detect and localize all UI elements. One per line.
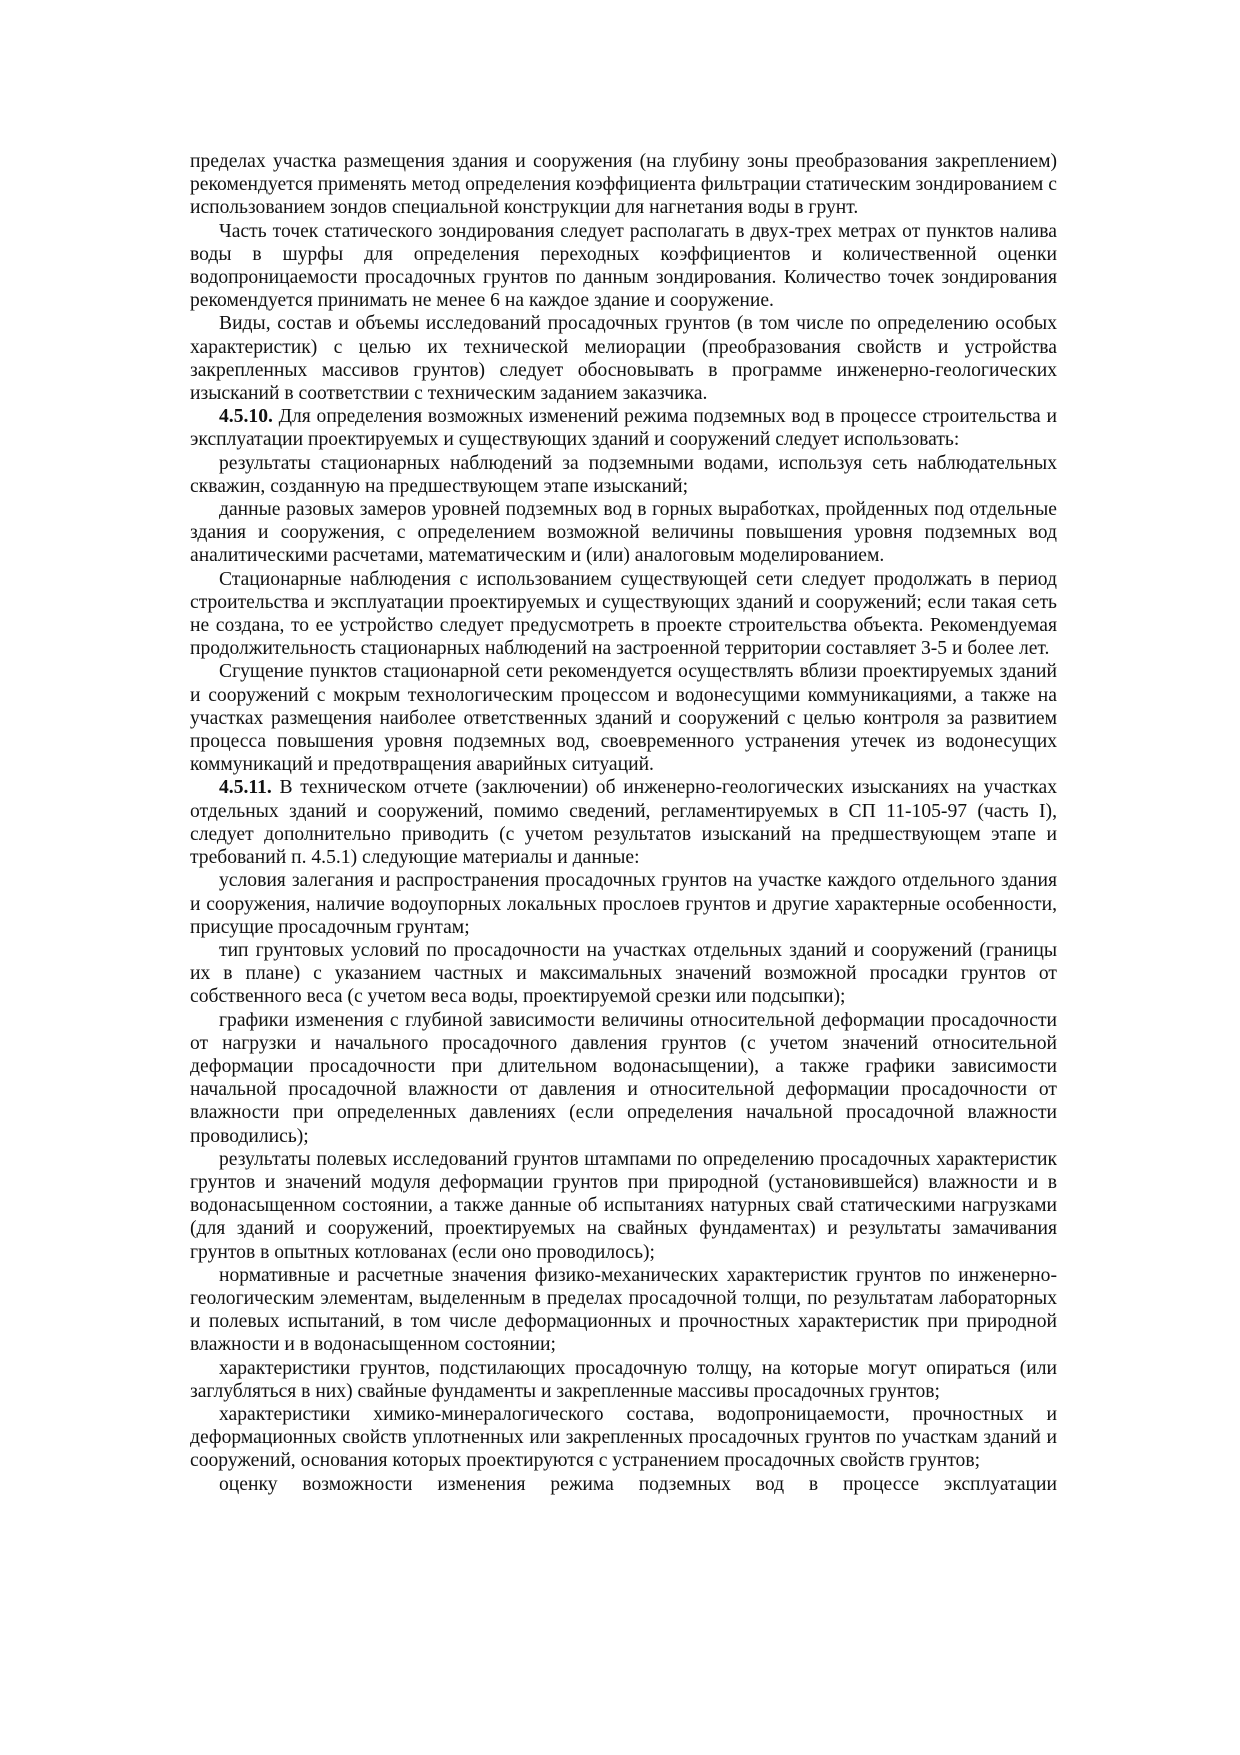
- clause-text: Для определения возможных изменений режима подземных вод в процессе строительства и эксплуатации проектируемых и существующих зданий и сооружений следует использовать:: [190, 406, 1057, 451]
- paragraph-sounding-points: Часть точек статического зондирования следует располагать в двух-трех метрах от пунктов налива воды в шурфы для определения переходных коэффициентов и количественной оценки водопроницаемости просадочных грунтов по данным зондирования. Количество точек зондирования рекомендуется принимать не менее 6 на каждое здание и сооружение.: [190, 220, 1057, 312]
- paragraph-stationary-network: Стационарные наблюдения с использованием существующей сети следует продолжать в период строительства и эксплуатации проектируемых и существующих зданий и сооружений; если такая сеть не создана, то ее устройство следует предусмотреть в проекте строительства объекта. Рекомендуемая продолжительность стационарных наблюдений на застроенной территории составляет 3-5 и более лет.: [190, 568, 1057, 660]
- list-item-underlying-soils: характеристики грунтов, подстилающих просадочную толщу, на которые могут опираться (или заглубляться в них) свайные фундаменты и закрепленные массивы просадочных грунтов;: [190, 1357, 1057, 1402]
- paragraph-network-densification: Сгущение пунктов стационарной сети рекомендуется осуществлять вблизи проектируемых зданий и сооружений с мокрым технологическим процессом и водонесущими коммуникациями, а также на участках размещения наиболее ответственных зданий и сооружений с целью контроля за развитием процесса повышения уровня подземных вод, своевременного устранения утечек из водонесущих коммуникаций и предотвращения аварийных ситуаций.: [190, 661, 1057, 776]
- list-item-field-tests: результаты полевых исследований грунтов штампами по определению просадочных характеристик грунтов и значений модуля деформации грунтов при природной (установившейся) влажности и в водонасыщенном состоянии, а также данные об испытаниях натурных свай статическими нагрузками (для зданий и сооружений, проектируемых на свайных фундаментах) и результаты замачивания грунтов в опытных котлованах (если оно проводилось);: [190, 1148, 1057, 1263]
- list-item-characteristic-values: нормативные и расчетные значения физико-механических характеристик грунтов по инженерно-геологическим элементам, выделенным в пределах просадочной толщи, по результатам лабораторных и полевых испытаний, в том числе деформационных и прочностных характеристик при природной влажности и в водонасыщенном состоянии;: [190, 1264, 1057, 1356]
- document-page: [190, 150, 1057, 1496]
- list-item-single-measurements: данные разовых замеров уровней подземных вод в горных выработках, пройденных под отдельные здания и сооружения, с определением возможной величины повышения уровня подземных вод аналитическими расчетами, математическим и (или) аналоговым моделированием.: [190, 499, 1057, 567]
- list-item-chemical-mineral: характеристики химико-минералогического состава, водопроницаемости, прочностных и деформационных свойств уплотненных или закрепленных просадочных грунтов по участкам зданий и сооружений, основания которых проектируются с устранением просадочных свойств грунтов;: [190, 1403, 1057, 1472]
- clause-text: В техническом отчете (заключении) об инженерно-геологических изысканиях на участках отдельных зданий и сооружений, помимо сведений, регламентируемых в СП 11-105-97 (часть I), следует дополнительно приводить (с учетом результатов изысканий на предшествующем этапе и требований п. 4.5.1) следующие материалы и данные:: [190, 777, 1057, 869]
- list-item-stationary-observations: результаты стационарных наблюдений за подземными водами, используя сеть наблюдательных скважин, созданную на предшествующем этапе изысканий;: [190, 452, 1057, 497]
- clause-4-5-10: [190, 405, 1057, 451]
- clause-number: 4.5.10.: [219, 406, 273, 428]
- list-item-occurrence-conditions: условия залегания и распространения просадочных грунтов на участке каждого отдельного здания и сооружения, наличие водоупорных локальных прослоев грунтов и другие характерные особенности, присущие просадочным грунтам;: [190, 870, 1057, 938]
- list-item-groundwater-assessment: оценку возможности изменения режима подземных вод в процессе эксплуатации: [219, 1473, 1057, 1495]
- list-item-deformation-graphs: графики изменения с глубиной зависимости величины относительной деформации просадочности от нагрузки и начального просадочного давления грунтов (с учетом значений относительной деформации просадочности при длительном водонасыщении), а также графики зависимости начальной просадочной влажности от давления и относительной деформации просадочности от влажности при определенных давлениях (если определения начальной просадочной влажности проводились);: [190, 1009, 1057, 1147]
- list-item-soil-conditions-type: тип грунтовых условий по просадочности на участках отдельных зданий и сооружений (границы их в плане) с указанием частных и максимальных значений возможной просадки грунтов от собственного веса (с учетом веса воды, проектируемой срезки или подсыпки);: [190, 939, 1057, 1008]
- clause-4-5-11: [190, 776, 1057, 869]
- paragraph-research-scope: Виды, состав и объемы исследований просадочных грунтов (в том числе по определению особых характеристик) с целью их технической мелиорации (преобразования свойств и устройства закрепленных массивов грунтов) следует обосновывать в программе инженерно-геологических изысканий в соответствии с техническим заданием заказчика.: [190, 313, 1057, 405]
- clause-number: 4.5.11.: [219, 777, 272, 799]
- paragraph-continuation: пределах участка размещения здания и сооружения (на глубину зоны преобразования закреплением) рекомендуется применять метод определения коэффициента фильтрации статическим зондированием с использованием зондов специальной конструкции для нагнетания воды в грунт.: [190, 151, 1057, 219]
